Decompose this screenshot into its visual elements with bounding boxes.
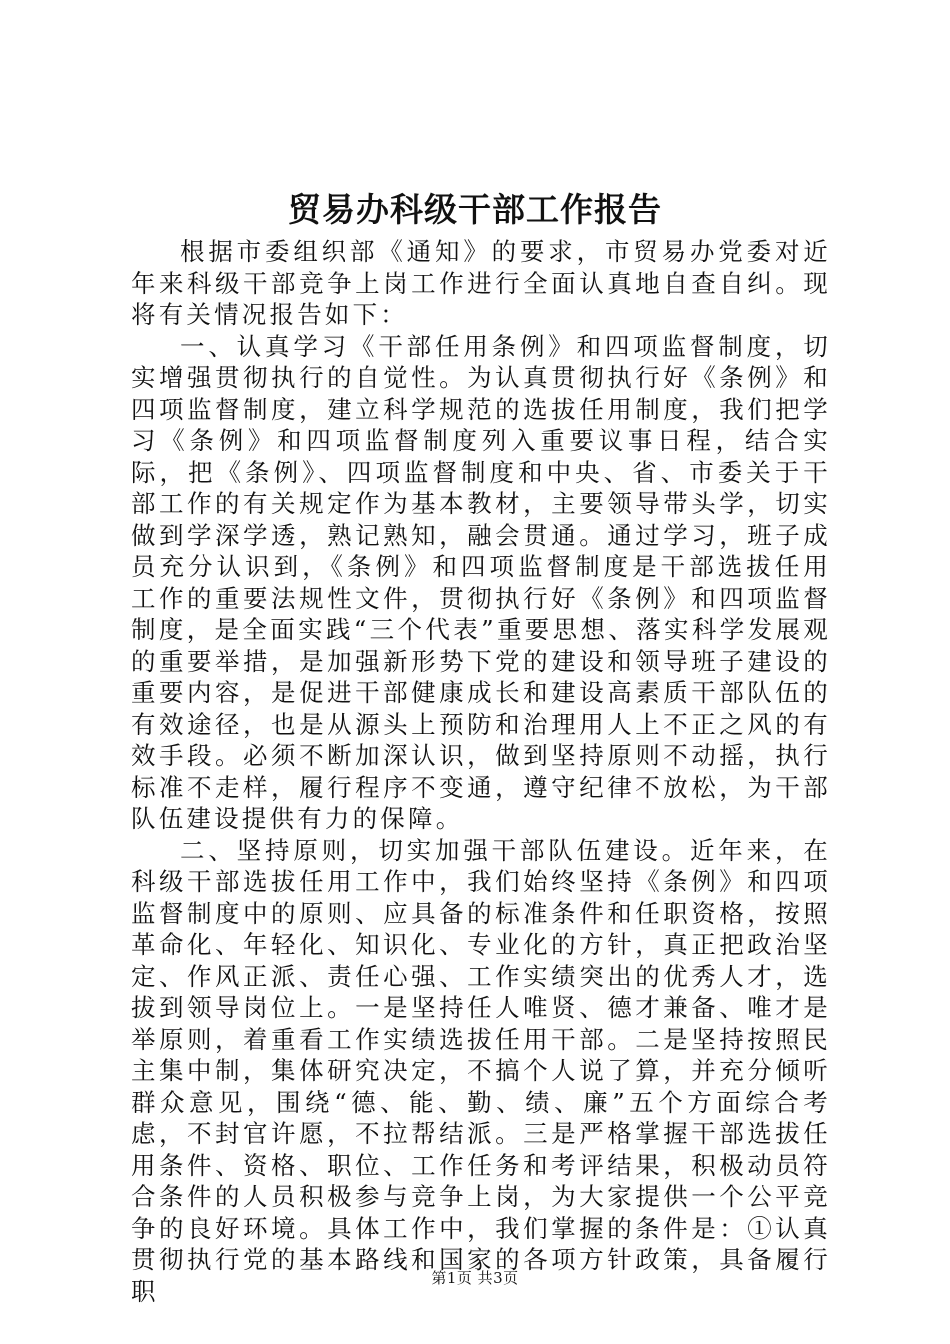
paragraph-intro: 根据市委组织部《通知》的要求，市贸易办党委对近年来科级干部竞争上岗工作进行全面认真地自查自纠。现将有关情况报告如下： xyxy=(131,237,831,329)
paragraph-section-one: 一、认真学习《干部任用条例》和四项监督制度，切实增强贯彻执行的自觉性。为认真贯彻执行好《条例》和四项监督制度，建立科学规范的选拔任用制度，我们把学习《条例》和四项监督制度列入重要议事日程，结合实际，把《条例》、四项监督制度和中央、省、市委关于干部工作的有关规定作为基本教材，主要领导带头学，切实做到学深学透，熟记熟知，融会贯通。通过学习，班子成员充分认识到，《条例》和四项监督制度是干部选拔任用工作的重要法规性文件，贯彻执行好《条例》和四项监督制度，是全面实践“三个代表”重要思想、落实科学发展观的重要举措，是加强新形势下党的建设和领导班子建设的重要内容，是促进干部健康成长和建设高素质干部队伍的有效途径，也是从源头上预防和治理用人上不正之风的有效手段。必须不断加深认识，做到坚持原则不动摇，执行标准不走样，履行程序不变通，遵守纪律不放松，为干部队伍建设提供有力的保障。 xyxy=(131,331,831,833)
document-title: 贸易办科级干部工作报告 xyxy=(288,190,662,229)
paragraph-section-two: 二、坚持原则，切实加强干部队伍建设。近年来，在科级干部选拔任用工作中，我们始终坚持《条例》和四项监督制度中的原则、应具备的标准条件和任职资格，按照革命化、年轻化、知识化、专业化的方针，真正把政治坚定、作风正派、责任心强、工作实绩突出的优秀人才，选拔到领导岗位上。一是坚持任人唯贤、德才兼备、唯才是举原则，着重看工作实绩选拔任用干部。二是坚持按照民主集中制，集体研究决定，不搞个人说了算，并充分倾听群众意见，围绕“德、能、勤、绩、廉”五个方面综合考虑，不封官许愿，不拉帮结派。三是严格掌握干部选拔任用条件、资格、职位、工作任务和考评结果，积极动员符合条件的人员积极参与竞争上岗，为大家提供一个公平竞争的良好环境。具体工作中，我们掌握的条件是：①认真贯彻执行党的基本路线和国家的各项方针政策，具备履行职 xyxy=(131,835,831,1306)
page-footer: 第1页 共3页 xyxy=(431,1269,519,1287)
document-body xyxy=(131,236,831,1307)
